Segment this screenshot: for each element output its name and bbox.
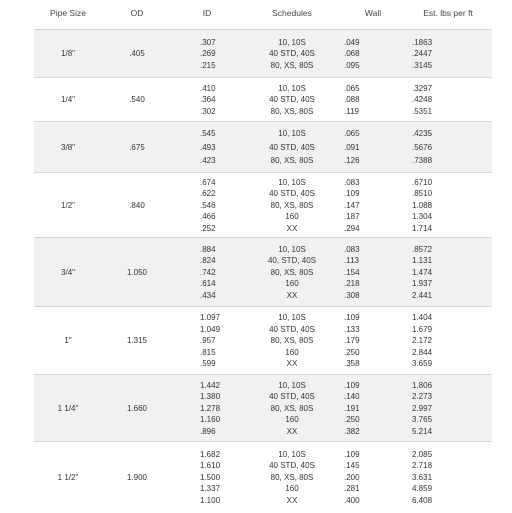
schedules-value: 80, XS, 80S [270, 106, 314, 116]
weight-value: 1.474 [412, 267, 433, 277]
weight-column [412, 307, 482, 375]
table-row [34, 121, 492, 173]
weight-value: 1.131 [412, 256, 433, 266]
id-value: .434 [200, 290, 216, 300]
id-value: .545 [200, 129, 216, 139]
pipe-size-cell: 1/4" [61, 95, 75, 104]
weight-value: 3.659 [412, 359, 433, 369]
header-pipe-size: Pipe Size [50, 8, 86, 18]
weight-value: 2.718 [412, 461, 433, 471]
weight-value: 2.441 [412, 290, 433, 300]
schedules-column [242, 442, 342, 513]
schedules-value: 80, XS, 80S [270, 472, 314, 482]
wall-value: .049 [344, 37, 360, 47]
weight-column [412, 30, 482, 78]
schedules-value: 10, 10S [278, 129, 306, 139]
id-value: .410 [200, 83, 216, 93]
schedules-value: XX [286, 495, 298, 505]
id-value: .896 [200, 426, 216, 436]
weight-value: .4248 [412, 95, 433, 105]
wall-value: .140 [344, 392, 360, 402]
wall-value: .065 [344, 129, 360, 139]
schedules-value: 10, 10S [278, 244, 306, 254]
wall-value: .068 [344, 49, 360, 59]
wall-value: .250 [344, 347, 360, 357]
schedules-value: 10, 10S [278, 177, 306, 187]
wall-column [344, 30, 394, 78]
id-value: .614 [200, 279, 216, 289]
wall-value: .294 [344, 223, 360, 233]
id-value: .622 [200, 189, 216, 199]
id-value: .493 [200, 142, 216, 152]
weight-value: .8572 [412, 244, 433, 254]
id-value: .599 [200, 359, 216, 369]
wall-value: .382 [344, 426, 360, 436]
id-value: .307 [200, 37, 216, 47]
id-value: .466 [200, 212, 216, 222]
wall-value: .145 [344, 461, 360, 471]
wall-value: .095 [344, 60, 360, 70]
id-value: 1.442 [200, 380, 221, 390]
od-cell: .840 [129, 200, 145, 210]
id-column [200, 238, 240, 307]
schedules-column [242, 30, 342, 78]
wall-value: .250 [344, 415, 360, 425]
id-value: .742 [200, 267, 216, 277]
schedules-value: 40 STD, 40S [269, 324, 315, 334]
wall-column [344, 375, 394, 442]
schedules-column [242, 375, 342, 442]
id-value: 1.380 [200, 392, 221, 402]
wall-value: .109 [344, 449, 360, 459]
pipe-size-cell: 1 1/2" [57, 472, 79, 482]
schedules-value: 40 STD, 40S [269, 142, 315, 152]
od-cell: 1.660 [126, 403, 148, 413]
weight-value: 1.404 [412, 313, 433, 323]
wall-value: .147 [344, 200, 360, 210]
od-cell: 1.050 [126, 267, 148, 277]
weight-value: .5676 [412, 142, 433, 152]
table-row [34, 237, 492, 307]
od-cell: .540 [129, 95, 145, 104]
table-row [34, 77, 492, 122]
weight-value: .2447 [412, 49, 433, 59]
schedules-value: 10, 10S [278, 449, 306, 459]
schedules-value: 40 STD, 40S [269, 95, 315, 105]
schedules-value: 160 [285, 484, 299, 494]
id-value: .364 [200, 95, 216, 105]
table-row [34, 441, 492, 513]
schedules-value: 10, 10S [278, 83, 306, 93]
id-value: .302 [200, 106, 216, 116]
schedules-value: XX [286, 290, 298, 300]
wall-value: .065 [344, 83, 360, 93]
schedules-value: XX [286, 426, 298, 436]
wall-value: .187 [344, 212, 360, 222]
weight-column [412, 375, 482, 442]
weight-value: 1.806 [412, 380, 433, 390]
weight-column [412, 122, 482, 173]
id-column [200, 30, 240, 78]
id-value: 1.160 [200, 415, 221, 425]
weight-value: .4235 [412, 129, 433, 139]
pipe-size-cell: 1/2" [61, 200, 75, 210]
weight-column [412, 442, 482, 513]
schedules-column [242, 307, 342, 375]
weight-value: 1.304 [412, 212, 433, 222]
weight-value: 2.273 [412, 392, 433, 402]
weight-value: 1.714 [412, 223, 433, 233]
weight-value: 1.937 [412, 279, 433, 289]
table-row [34, 29, 492, 78]
weight-column [412, 238, 482, 307]
weight-value: 2.997 [412, 403, 433, 413]
schedules-value: 160 [285, 347, 299, 357]
schedules-value: 80, XS, 80S [270, 156, 314, 166]
weight-value: 1.088 [412, 200, 433, 210]
header-od: OD [130, 8, 144, 18]
weight-value: .6710 [412, 177, 433, 187]
id-value: 1.682 [200, 449, 221, 459]
wall-column [344, 442, 394, 513]
wall-value: .083 [344, 177, 360, 187]
id-value: 1.610 [200, 461, 221, 471]
schedules-value: 160 [285, 279, 299, 289]
wall-column [344, 122, 394, 173]
weight-value: 2.844 [412, 347, 433, 357]
pipe-size-cell: 1/8" [61, 49, 75, 58]
id-column [200, 173, 240, 238]
schedules-value: 80, XS, 80S [270, 336, 314, 346]
weight-value: .3145 [412, 60, 433, 70]
id-value: 1.278 [200, 403, 221, 413]
table-row [34, 374, 492, 442]
wall-value: .126 [344, 156, 360, 166]
schedules-value: 40 STD, 40S [269, 461, 315, 471]
wall-value: .133 [344, 324, 360, 334]
wall-value: .091 [344, 142, 360, 152]
wall-column [344, 78, 394, 122]
schedules-value: 40, STD, 40S [267, 256, 317, 266]
wall-value: .179 [344, 336, 360, 346]
od-cell: 1.315 [126, 336, 148, 345]
id-column [200, 122, 240, 173]
weight-value: 5.214 [412, 426, 433, 436]
schedules-column [242, 238, 342, 307]
id-value: 1.049 [200, 324, 221, 334]
wall-value: .119 [344, 106, 359, 116]
id-value: .269 [200, 49, 216, 59]
wall-column [344, 238, 394, 307]
pipe-size-cell: 1" [64, 336, 72, 345]
table-row [34, 172, 492, 238]
id-value: .815 [200, 347, 216, 357]
schedules-value: XX [286, 359, 298, 369]
schedules-column [242, 78, 342, 122]
schedules-value: 40 STD, 40S [269, 392, 315, 402]
weight-value: 2.085 [412, 449, 433, 459]
schedules-value: XX [286, 223, 298, 233]
weight-value: .8510 [412, 189, 433, 199]
schedules-value: 80, XS, 80S [270, 200, 314, 210]
wall-value: .281 [344, 484, 360, 494]
header-wall: Wall [364, 8, 382, 18]
wall-value: .358 [344, 359, 360, 369]
id-value: .824 [200, 256, 216, 266]
id-column [200, 78, 240, 122]
pipe-size-cell: 1 1/4" [57, 403, 79, 413]
weight-value: 3.765 [412, 415, 433, 425]
id-value: 1.337 [200, 484, 221, 494]
wall-value: .191 [344, 403, 360, 413]
od-cell: 1.900 [126, 472, 148, 482]
wall-value: .200 [344, 472, 360, 482]
wall-value: .109 [344, 313, 360, 323]
id-value: .215 [200, 60, 216, 70]
schedules-value: 160 [285, 415, 299, 425]
schedules-value: 40 STD, 40S [269, 49, 315, 59]
id-value: 1.097 [200, 313, 221, 323]
wall-column [344, 307, 394, 375]
id-column [200, 307, 240, 375]
id-value: .957 [200, 336, 216, 346]
schedules-value: 10, 10S [278, 37, 306, 47]
id-column [200, 375, 240, 442]
wall-value: .109 [344, 189, 360, 199]
table-header [34, 0, 492, 27]
weight-value: 4.859 [412, 484, 433, 494]
schedules-value: 80, XS, 80S [270, 267, 314, 277]
id-column [200, 442, 240, 513]
od-cell: .405 [129, 49, 145, 58]
schedules-value: 40 STD, 40S [269, 189, 315, 199]
schedules-value: 80, XS, 80S [270, 60, 314, 70]
weight-value: .1863 [412, 37, 433, 47]
id-value: .546 [200, 200, 216, 210]
wall-value: .218 [344, 279, 360, 289]
weight-value: 6.408 [412, 495, 433, 505]
schedules-value: 10, 10S [278, 380, 306, 390]
pipe-size-cell: 3/8" [61, 142, 75, 152]
schedules-value: 80, XS, 80S [270, 403, 314, 413]
schedules-value: 160 [285, 212, 299, 222]
id-value: .423 [200, 156, 216, 166]
weight-value: 1.679 [412, 324, 433, 334]
weight-value: 2.172 [412, 336, 433, 346]
weight-value: 3.631 [412, 472, 433, 482]
wall-value: .154 [344, 267, 360, 277]
weight-column [412, 78, 482, 122]
weight-value: .7388 [412, 156, 433, 166]
wall-column [344, 173, 394, 238]
header-id: ID [202, 8, 212, 18]
id-value: .674 [200, 177, 216, 187]
schedules-column [242, 173, 342, 238]
wall-value: .083 [344, 244, 360, 254]
weight-value: .3297 [412, 83, 433, 93]
schedules-value: 10, 10S [278, 313, 306, 323]
header-weight: Est. lbs per ft [423, 8, 473, 18]
header-schedules: Schedules [272, 8, 312, 18]
wall-value: .113 [344, 256, 359, 266]
weight-value: .5351 [412, 106, 433, 116]
table-row [34, 306, 492, 375]
pipe-size-cell: 3/4" [61, 267, 75, 277]
id-value: .884 [200, 244, 216, 254]
wall-value: .088 [344, 95, 360, 105]
wall-value: .400 [344, 495, 360, 505]
schedules-column [242, 122, 342, 173]
weight-column [412, 173, 482, 238]
id-value: 1.100 [200, 495, 221, 505]
od-cell: .675 [129, 142, 145, 152]
id-value: .252 [200, 223, 216, 233]
wall-value: .308 [344, 290, 360, 300]
wall-value: .109 [344, 380, 360, 390]
id-value: 1.500 [200, 472, 221, 482]
